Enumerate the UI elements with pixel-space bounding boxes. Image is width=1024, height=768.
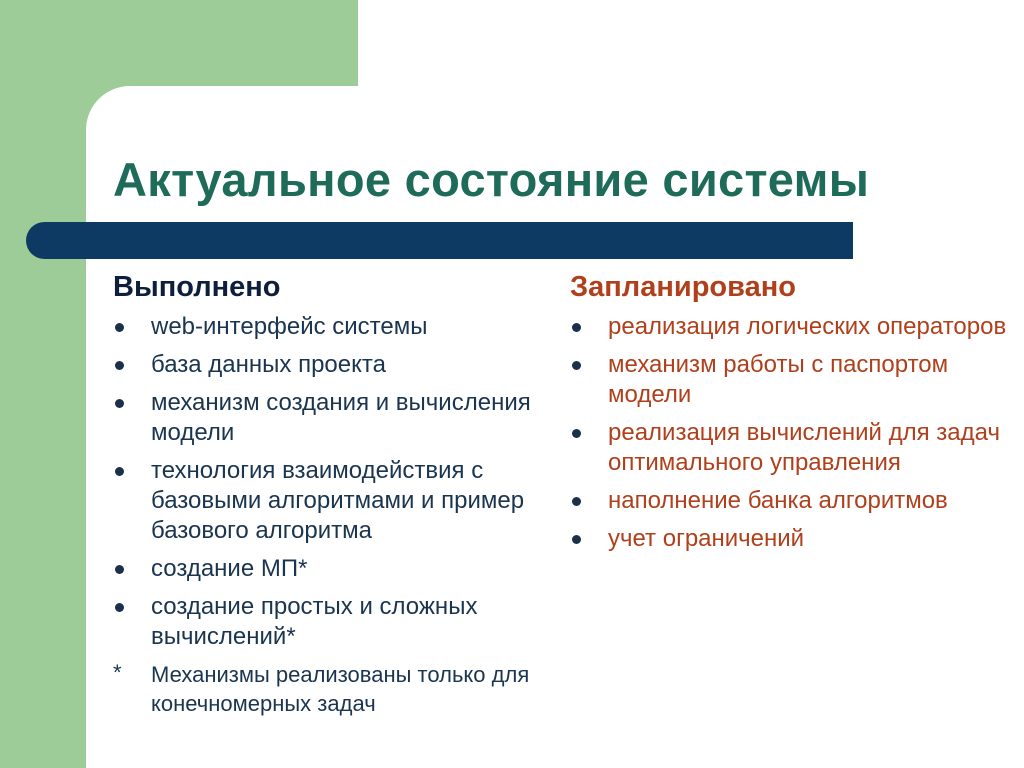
done-column <box>113 270 533 718</box>
title-underline-bar <box>26 222 853 259</box>
footnote-text: Механизмы реализованы только для конечномерных задач <box>151 662 530 716</box>
done-item: создание МП* <box>113 554 533 584</box>
bullet-icon <box>115 361 124 370</box>
planned-list <box>570 312 1010 554</box>
bullet-icon <box>572 361 581 370</box>
background-accent-left <box>0 0 86 768</box>
done-list <box>113 312 533 652</box>
bullet-icon <box>115 323 124 332</box>
bullet-icon <box>572 429 581 438</box>
done-heading: Выполнено <box>113 271 281 303</box>
bullet-icon <box>572 323 581 332</box>
planned-item: реализация вычислений для задач оптимального управления <box>570 418 1010 478</box>
done-item: база данных проекта <box>113 350 533 380</box>
bullet-icon <box>572 497 581 506</box>
bullet-icon <box>115 565 124 574</box>
slide-title: Актуальное состояние системы <box>113 153 870 206</box>
planned-item: механизм работы с паспортом модели <box>570 350 1010 410</box>
bullet-icon <box>115 603 124 612</box>
planned-heading: Запланировано <box>570 271 796 303</box>
done-item: создание простых и сложных вычислений* <box>113 592 533 652</box>
planned-item: наполнение банка алгоритмов <box>570 486 1010 516</box>
planned-item: учет ограничений <box>570 524 1010 554</box>
footnote <box>113 660 533 718</box>
footnote-marker: * <box>113 660 122 685</box>
bullet-icon <box>115 399 124 408</box>
planned-item: реализация логических операторов <box>570 312 1010 342</box>
done-item: web-интерфейс системы <box>113 312 533 342</box>
planned-column <box>570 270 1010 562</box>
done-item: технология взаимодействия с базовыми алгоритмами и пример базового алгоритма <box>113 456 533 546</box>
bullet-icon <box>572 535 581 544</box>
done-item: механизм создания и вычисления модели <box>113 388 533 448</box>
bullet-icon <box>115 467 124 476</box>
